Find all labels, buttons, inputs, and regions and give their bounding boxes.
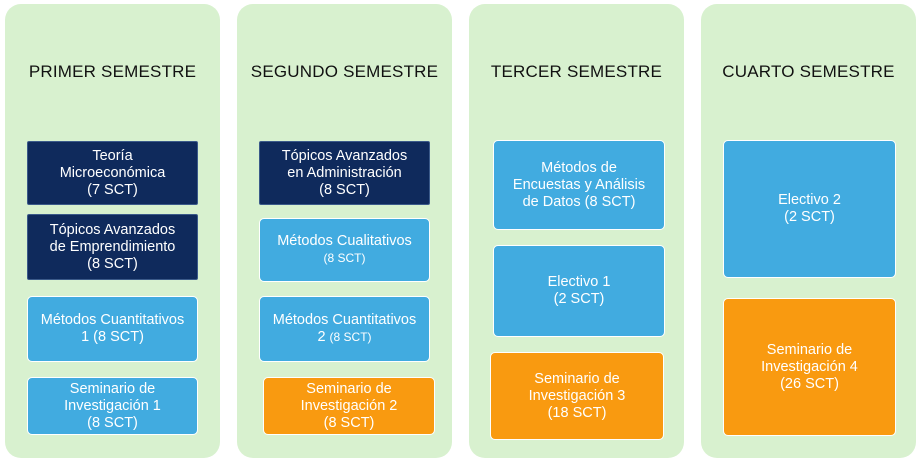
course-topicos-administracion: Tópicos Avanzados en Administración (8 SCT) — [259, 141, 430, 205]
semester-title: TERCER SEMESTRE — [490, 62, 663, 81]
course-metodos-cualitativos: Métodos Cualitativos (8 SCT) — [259, 218, 430, 282]
course-seminario-2: Seminario de Investigación 2 (8 SCT) — [263, 377, 435, 435]
semester-title: CUARTO SEMESTRE — [722, 62, 895, 81]
semester-title: SEGUNDO SEMESTRE — [250, 62, 439, 81]
course-teoria-microeconomica: Teoría Microeconómica (7 SCT) — [27, 141, 198, 205]
course-seminario-3: Seminario de Investigación 3 (18 SCT) — [490, 352, 664, 440]
semester-title: PRIMER SEMESTRE — [28, 62, 197, 81]
course-seminario-1: Seminario de Investigación 1 (8 SCT) — [27, 377, 198, 435]
course-electivo-2: Electivo 2 (2 SCT) — [723, 140, 896, 278]
course-topicos-emprendimiento: Tópicos Avanzados de Emprendimiento (8 SCT) — [27, 214, 198, 280]
course-seminario-4: Seminario de Investigación 4 (26 SCT) — [723, 298, 896, 436]
course-metodos-cuantitativos-2: Métodos Cuantitativos 2 (8 SCT) — [259, 296, 430, 362]
course-metodos-encuestas: Métodos de Encuestas y Análisis de Datos (8 SCT) — [493, 140, 665, 230]
course-electivo-1: Electivo 1 (2 SCT) — [493, 245, 665, 337]
course-metodos-cuantitativos-1: Métodos Cuantitativos 1 (8 SCT) — [27, 296, 198, 362]
